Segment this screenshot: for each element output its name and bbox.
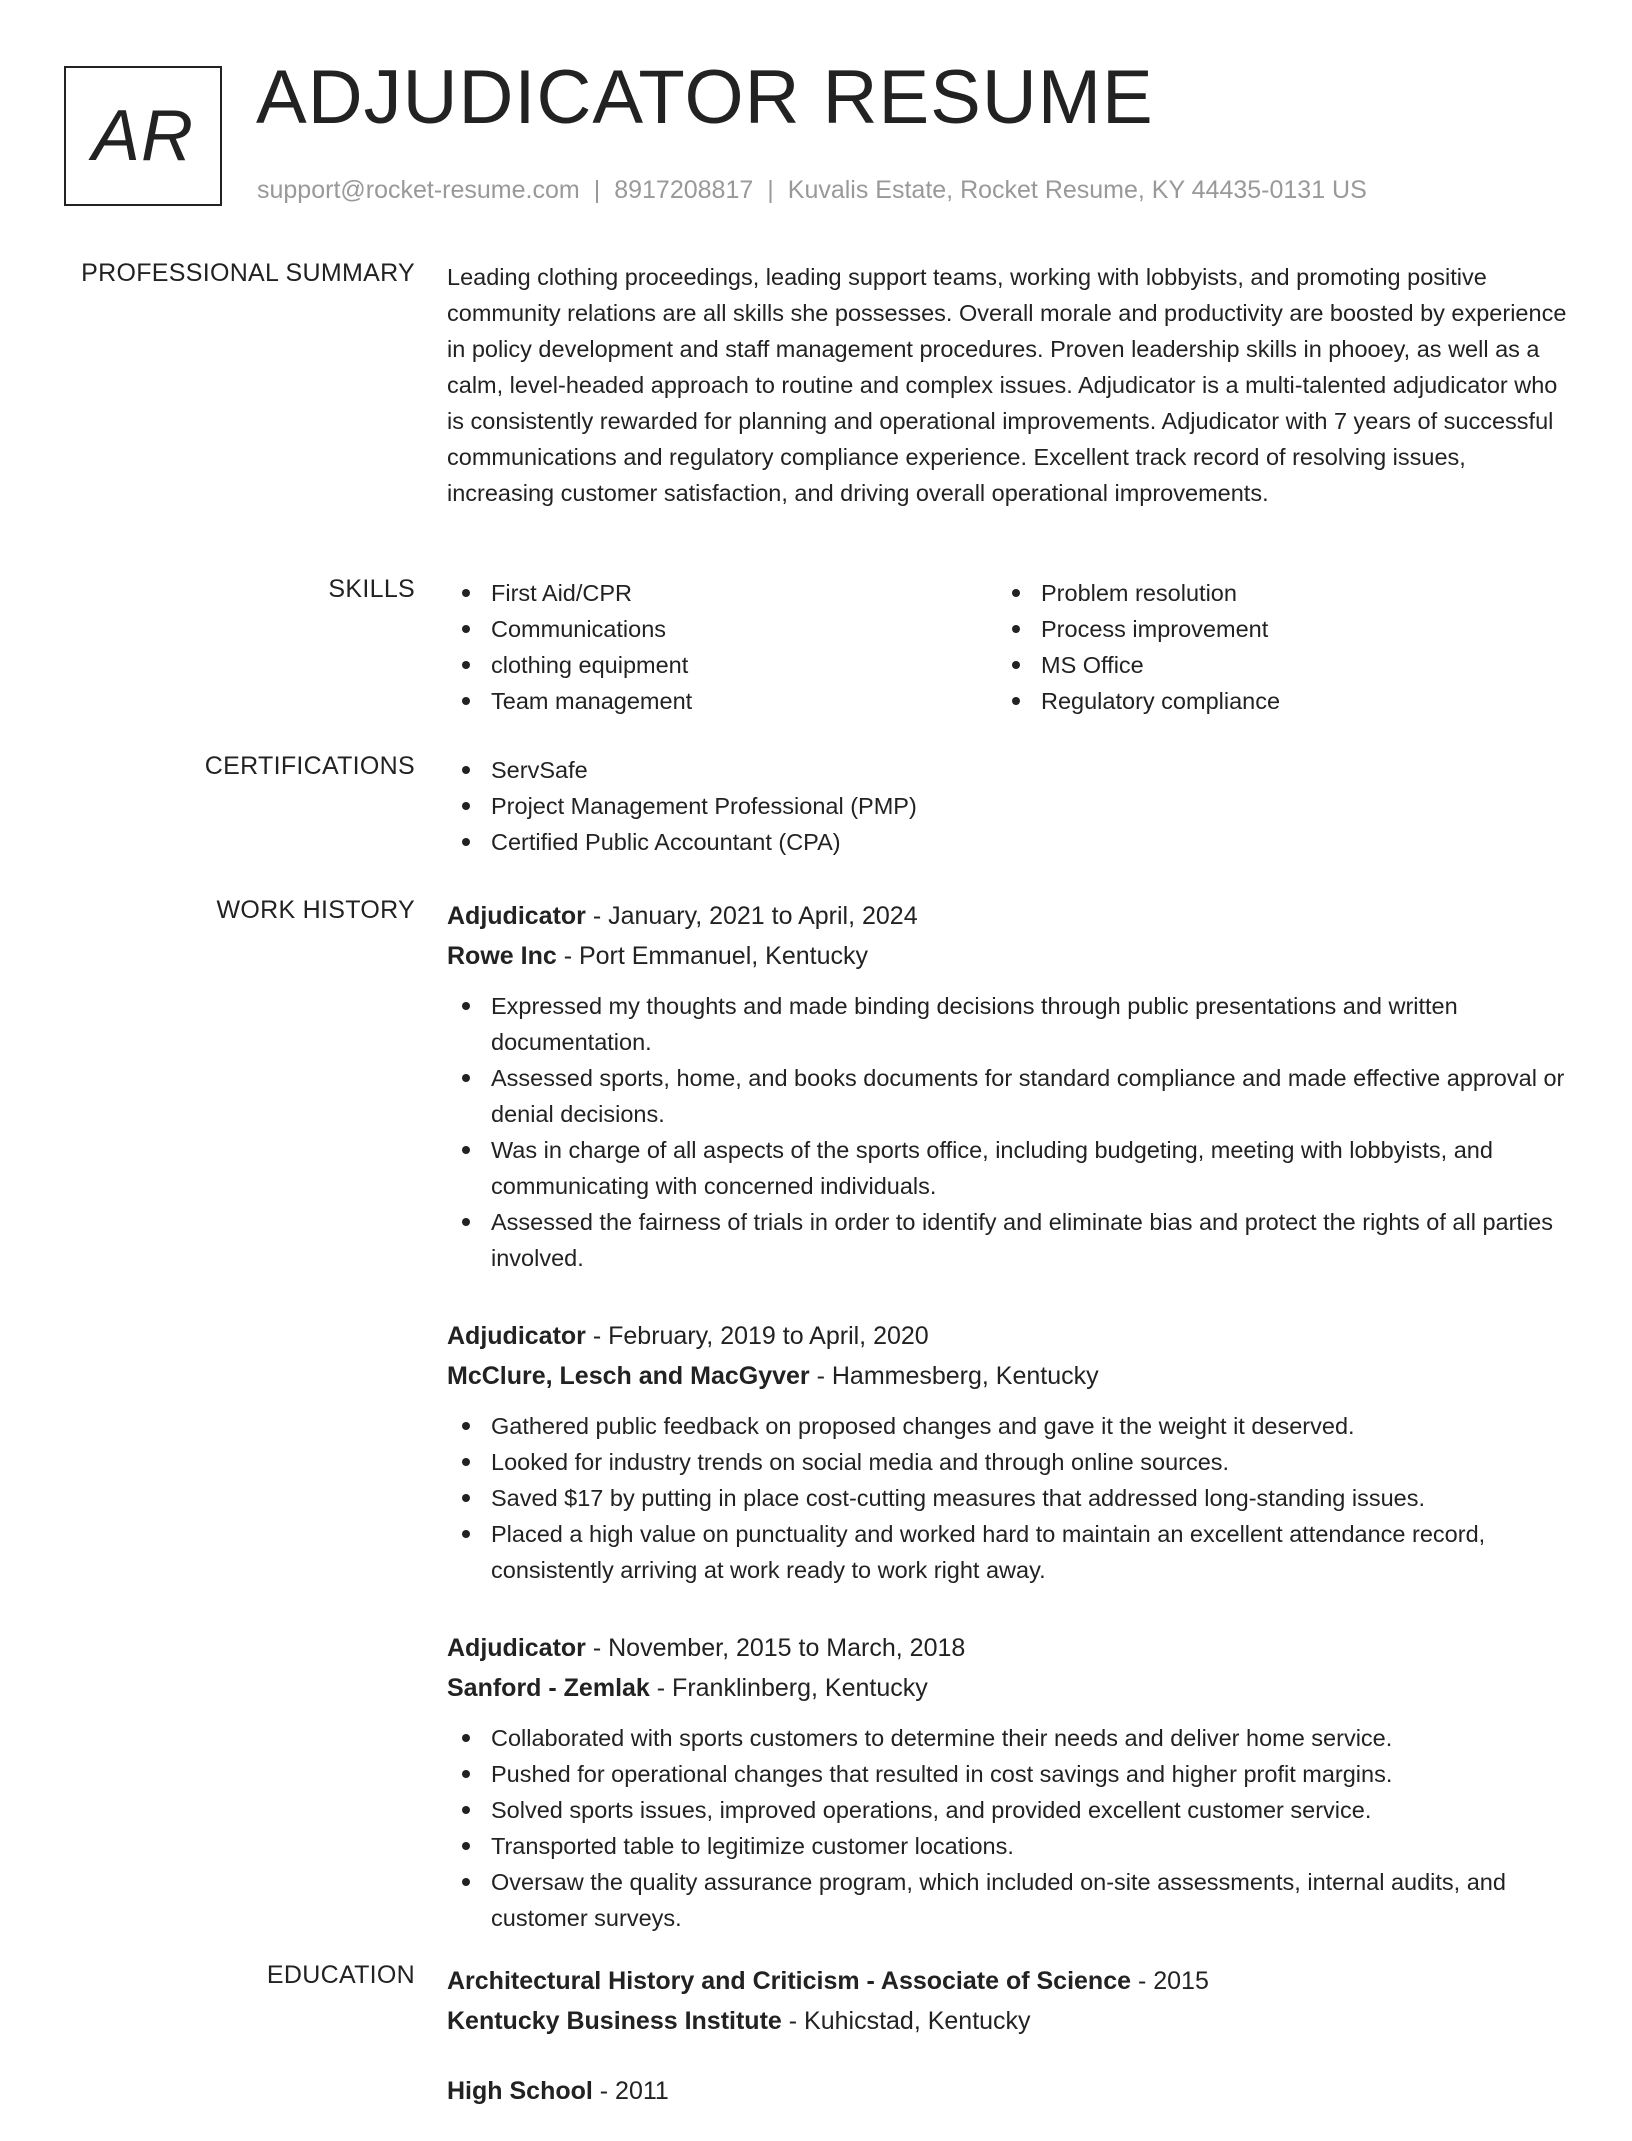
- job-entry: [447, 1316, 1567, 1588]
- job-bullet: Solved sports issues, improved operations, and provided excellent customer service.: [447, 1792, 1567, 1828]
- summary-text: Leading clothing proceedings, leading support teams, working with lobbyists, and promoting positive community relations are all skills she possesses. Overall morale and productivity are boosted by experience in policy development and staff management procedures. Proven leadership skills in phooey, as well as a calm, level-headed approach to routine and complex issues. Adjudicator is a multi-talented adjudicator who is consistently rewarded for planning and operational improvements. Adjudicator with 7 years of successful communications and regulatory compliance experience. Excellent track record of resolving issues, increasing customer satisfaction, and driving overall operational improvements.: [447, 264, 1567, 506]
- education-entry: [447, 2071, 1567, 2111]
- contact-separator: |: [767, 176, 774, 204]
- contact-line: [257, 176, 1367, 205]
- job-entry: [447, 896, 1567, 1276]
- job-company: McClure, Lesch and MacGyver: [447, 1362, 810, 1390]
- certifications-heading: CERTIFICATIONS: [204, 752, 415, 780]
- summary-body: [447, 259, 1567, 511]
- work-history-body: [447, 896, 1567, 1976]
- skills-body: [447, 575, 1567, 719]
- job-role: Adjudicator: [447, 902, 586, 930]
- skill-item: Team management: [447, 683, 997, 719]
- job-company: Rowe Inc: [447, 942, 557, 970]
- education-degree: Architectural History and Criticism - Associate of Science: [447, 1967, 1132, 1995]
- job-bullet: Transported table to legitimize customer locations.: [447, 1828, 1567, 1864]
- skills-grid: [447, 575, 1567, 719]
- education-location: - Kuhicstad, Kentucky: [781, 2007, 1031, 2035]
- job-title-line: [447, 1628, 1567, 1668]
- job-dates: - November, 2015 to March, 2018: [585, 1634, 966, 1662]
- skills-heading: SKILLS: [328, 575, 415, 603]
- resume-title: ADJUDICATOR RESUME: [256, 55, 1154, 140]
- education-heading: EDUCATION: [266, 1961, 415, 1989]
- job-bullet: Was in charge of all aspects of the sports office, including budgeting, meeting with lobbyists, and communicating with concerned individuals.: [447, 1132, 1567, 1204]
- contact-address: Kuvalis Estate, Rocket Resume, KY 44435-0131 US: [787, 176, 1367, 204]
- job-dates: - February, 2019 to April, 2020: [585, 1322, 929, 1350]
- job-bullet: Oversaw the quality assurance program, which included on-site assessments, internal audits, and customer surveys.: [447, 1864, 1567, 1936]
- job-bullet: Pushed for operational changes that resulted in cost savings and higher profit margins.: [447, 1756, 1567, 1792]
- monogram-logo: AR: [64, 66, 222, 206]
- certifications-body: [447, 752, 1567, 860]
- work-history-heading: WORK HISTORY: [216, 896, 415, 924]
- education-school: Kentucky Business Institute: [447, 2007, 782, 2035]
- job-title-line: [447, 896, 1567, 936]
- education-degree-line: [447, 1961, 1567, 2001]
- job-bullet: Gathered public feedback on proposed changes and gave it the weight it deserved.: [447, 1408, 1567, 1444]
- job-location: - Port Emmanuel, Kentucky: [556, 942, 868, 970]
- job-bullets: [447, 1720, 1567, 1936]
- skill-item: Process improvement: [997, 611, 1547, 647]
- skill-item: Regulatory compliance: [997, 683, 1547, 719]
- skill-item: Problem resolution: [997, 575, 1547, 611]
- education-degree-line: [447, 2071, 1567, 2111]
- summary-heading: PROFESSIONAL SUMMARY: [81, 259, 415, 287]
- certifications-list: [447, 752, 1567, 860]
- certification-item: ServSafe: [447, 752, 1567, 788]
- job-bullet: Looked for industry trends on social media and through online sources.: [447, 1444, 1567, 1480]
- contact-separator: |: [593, 176, 601, 204]
- education-year: - 2011: [592, 2077, 669, 2105]
- job-title-line: [447, 1316, 1567, 1356]
- skill-item: First Aid/CPR: [447, 575, 997, 611]
- education-body: [447, 1961, 1567, 2141]
- job-bullet: Saved $17 by putting in place cost-cutting measures that addressed long-standing issues.: [447, 1480, 1567, 1516]
- certification-item: Project Management Professional (PMP): [447, 788, 1567, 824]
- job-bullet: Placed a high value on punctuality and worked hard to maintain an excellent attendance record, consistently arriving at work ready to work right away.: [447, 1516, 1567, 1588]
- job-company-line: [447, 1356, 1567, 1396]
- education-degree: High School: [447, 2077, 593, 2105]
- education-entry: [447, 1961, 1567, 2041]
- contact-phone: 8917208817: [614, 176, 754, 204]
- job-company-line: [447, 1668, 1567, 1708]
- certification-item: Certified Public Accountant (CPA): [447, 824, 1567, 860]
- job-dates: - January, 2021 to April, 2024: [585, 902, 918, 930]
- skill-item: clothing equipment: [447, 647, 997, 683]
- skill-item: MS Office: [997, 647, 1547, 683]
- job-company: Sanford - Zemlak: [447, 1674, 650, 1702]
- contact-email: support@rocket-resume.com: [257, 176, 580, 204]
- education-school-line: [447, 2001, 1567, 2041]
- job-bullets: [447, 988, 1567, 1276]
- skills-column-2: [997, 575, 1547, 719]
- job-bullet: Assessed the fairness of trials in order to identify and eliminate bias and protect the rights of all parties involved.: [447, 1204, 1567, 1276]
- job-location: - Franklinberg, Kentucky: [649, 1674, 928, 1702]
- job-bullet: Expressed my thoughts and made binding decisions through public presentations and written documentation.: [447, 988, 1567, 1060]
- job-role: Adjudicator: [447, 1634, 586, 1662]
- skill-item: Communications: [447, 611, 997, 647]
- job-bullet: Assessed sports, home, and books documents for standard compliance and made effective approval or denial decisions.: [447, 1060, 1567, 1132]
- job-role: Adjudicator: [447, 1322, 586, 1350]
- education-year: - 2015: [1131, 1967, 1209, 1995]
- job-bullet: Collaborated with sports customers to determine their needs and deliver home service.: [447, 1720, 1567, 1756]
- skills-column-1: [447, 575, 997, 719]
- job-bullets: [447, 1408, 1567, 1588]
- job-company-line: [447, 936, 1567, 976]
- job-entry: [447, 1628, 1567, 1936]
- job-location: - Hammesberg, Kentucky: [809, 1362, 1099, 1390]
